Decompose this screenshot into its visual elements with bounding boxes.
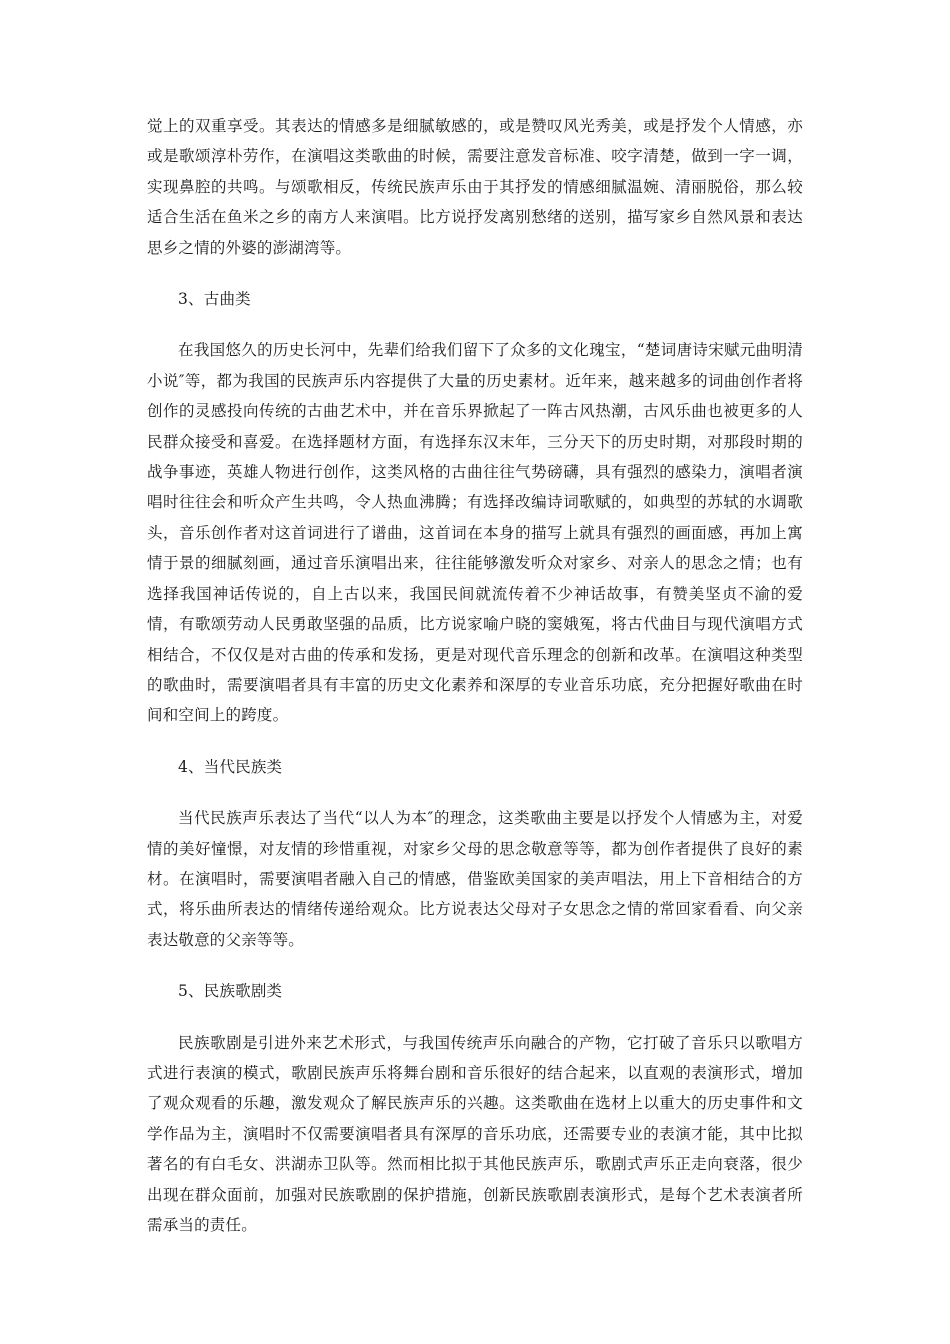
section-heading-classical: 3、古曲类 [178, 290, 251, 309]
paragraph-continued: 觉上的双重享受。其表达的情感多是细腻敏感的，或是赞叹风光秀美，或是抒发个人情感，亦或是歌颂淳朴劳作，在演唱这类歌曲的时候，需要注意发音标准、咬字清楚，做到一字一调，实现鼻腔的共鸣。与颂歌相反，传统民族声乐由于其抒发的情感细腻温婉、清丽脱俗，那么较适合生活在鱼米之乡的南方人来演唱。比方说抒发离别愁绪的送别，描写家乡自然风景和表达思乡之情的外婆的澎湖湾等。 [147, 117, 803, 257]
section-heading-contemporary: 4、当代民族类 [178, 757, 283, 776]
paragraph-gap [147, 1007, 803, 1028]
paragraph-gap [147, 782, 803, 803]
paragraph-contemporary: 当代民族声乐表达了当代“以人为本″的理念，这类歌曲主要是以抒发个人情感为主，对爱情的美好憧憬，对友情的珍惜重视，对家乡父母的思念敬意等等，都为创作者提供了良好的素材。在演唱时，需要演唱者融入自己的情感，借鉴欧美国家的美声唱法，用上下音相结合的方式，将乐曲所表达的情绪传递给观众。比方说表达父母对子女思念之情的常回家看看、向父亲表达敬意的父亲等等。 [147, 809, 803, 949]
paragraph-classical: 在我国悠久的历史长河中，先辈们给我们留下了众多的文化瑰宝，“楚词唐诗宋赋元曲明清小说″等，都为我国的民族声乐内容提供了大量的历史素材。近年来，越来越多的词曲创作者将创作的灵感投向传统的古曲艺术中，并在音乐界掀起了一阵古风热潮，古风乐曲也被更多的人民群众接受和喜爱。在选择题材方面，有选择东汉末年，三分天下的历史时期，对那段时期的战争事迹，英雄人物进行创作，这类风格的古曲往往气势磅礴，具有强烈的感染力，演唱者演唱时往往会和听众产生共鸣，令人热血沸腾；有选择改编诗词歌赋的，如典型的苏轼的水调歌头，音乐创作者对这首词进行了谱曲，这首词在本身的描写上就具有强烈的画面感，再加上寓情于景的细腻刻画，通过音乐演唱出来，往往能够激发听众对家乡、对亲人的思念之情；也有选择我国神话传说的，自上古以来，我国民间就流传着不少神话故事，有赞美坚贞不渝的爱情，有歌颂劳动人民勇敢坚强的品质，比方说家喻户晓的窦娥冤，将古代曲目与现代演唱方式相结合，不仅仅是对古曲的传承和发扬，更是对现代音乐理念的创新和改革。在演唱这种类型的歌曲时，需要演唱者具有丰富的历史文化素养和深厚的专业音乐功底，充分把握好歌曲在时间和空间上的跨度。 [147, 341, 803, 725]
paragraph-gap [147, 263, 803, 284]
paragraph-gap [147, 731, 803, 752]
paragraph-gap [147, 955, 803, 976]
paragraph-gap [147, 314, 803, 335]
paragraph-opera: 民族歌剧是引进外来艺术形式，与我国传统声乐向融合的产物，它打破了音乐只以歌唱方式进行表演的模式，歌剧民族声乐将舞台剧和音乐很好的结合起来，以直观的表演形式，增加了观众观看的乐趣，激发观众了解民族声乐的兴趣。这类歌曲在选材上以重大的历史事件和文学作品为主，演唱时不仅需要演唱者具有深厚的音乐功底，还需要专业的表演才能，其中比拟著名的有白毛女、洪湖赤卫队等。然而相比拟于其他民族声乐，歌剧式声乐正走向衰落，很少出现在群众面前，加强对民族歌剧的保护措施，创新民族歌剧表演形式，是每个艺术表演者所需承当的责任。 [147, 1033, 803, 1234]
document-body [147, 111, 803, 1240]
section-heading-opera: 5、民族歌剧类 [178, 982, 283, 1001]
